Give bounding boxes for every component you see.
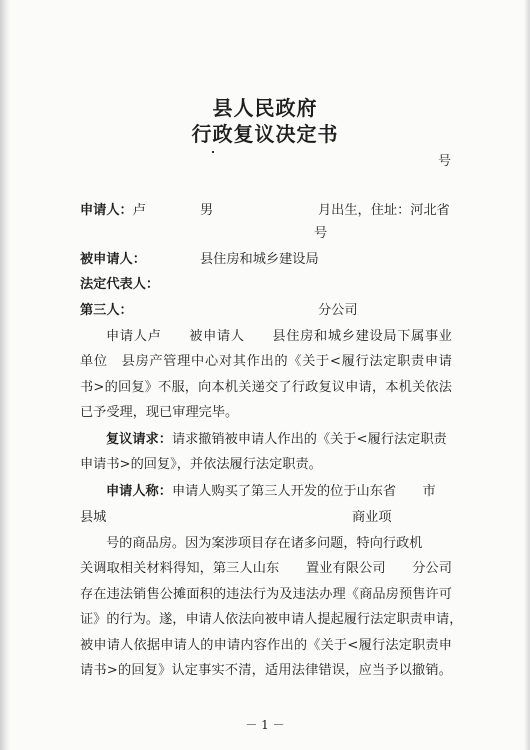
intro-line-2: 单位 县房产管理中心对其作出的《关于<履行法定职责申请 xyxy=(80,354,452,369)
claim-line-3: 号的商品房。因为案涉项目存在诸多问题，特向行政机 xyxy=(106,536,423,551)
applicant-info-cont: 号 xyxy=(314,226,328,241)
request-line-1 xyxy=(106,429,452,451)
applicant-gender: 男 xyxy=(200,203,214,218)
applicant-info: 月出生，住址：河北省 xyxy=(318,203,450,218)
third-party-line xyxy=(80,300,452,322)
claim-line-6: 证》的行为。遂，申请人依法向被申请人提起履行法定职责申请， xyxy=(80,612,463,627)
intro-line-4: 已予受理，现已审理完毕。 xyxy=(80,405,239,420)
respondent-label: 被申请人： xyxy=(80,252,146,267)
claim-text-1: 申请人购买了第三人开发的位于山东省 市 xyxy=(171,484,436,499)
intro-line-1: 申请人卢 被申请人 县住房和城乡建设局下属事业 xyxy=(106,329,452,344)
applicant-label: 申请人： xyxy=(80,203,133,218)
document-title-line2: 行政复议决定书 xyxy=(191,122,339,146)
claim-label: 申请人称： xyxy=(106,484,172,499)
document-title-line1: 县人民政府 xyxy=(212,96,318,120)
legal-rep-label: 法定代表人： xyxy=(80,277,160,292)
request-text-1: 请求撤销被申请人作出的《关于<履行法定职责 xyxy=(171,432,447,447)
third-party-name: 分公司 xyxy=(318,303,358,318)
claim-line-4: 关调取相关材料得知，第三人山东 置业有限公司 分公司 xyxy=(80,561,452,576)
intro-line-3: 书>的回复》不服，向本机关递交了行政复议申请，本机关依法 xyxy=(80,380,452,395)
third-party-label: 第三人： xyxy=(80,303,133,318)
respondent-name: 县住房和城乡建设局 xyxy=(200,252,319,267)
document-number: 号 xyxy=(438,154,452,169)
claim-line-1 xyxy=(106,481,452,503)
claim-line-7: 被申请人依据申请人的申请内容作出的《关于<履行法定职责申 xyxy=(80,638,452,653)
claim-line-5: 存在违法销售公摊面积的违法行为及违法办理《商品房预售许可 xyxy=(80,587,452,602)
claim-text-2a: 县城 xyxy=(80,510,107,525)
claim-text-2b: 商业项 xyxy=(352,510,392,525)
claim-line-8: 请书>的回复》认定事实不清，适用法律错误，应当予以撤销。 xyxy=(80,663,452,678)
applicant-name: 卢 xyxy=(132,203,146,218)
page-number: － 1 － xyxy=(245,718,285,732)
applicant-line xyxy=(80,200,452,222)
request-label: 复议请求： xyxy=(106,432,172,447)
request-line-2: 申请书>的回复》，并依法履行法定职责。 xyxy=(80,457,322,472)
respondent-line xyxy=(80,249,452,271)
claim-line-2 xyxy=(80,507,452,529)
legal-rep-line xyxy=(80,274,452,296)
scan-dot xyxy=(212,151,214,153)
